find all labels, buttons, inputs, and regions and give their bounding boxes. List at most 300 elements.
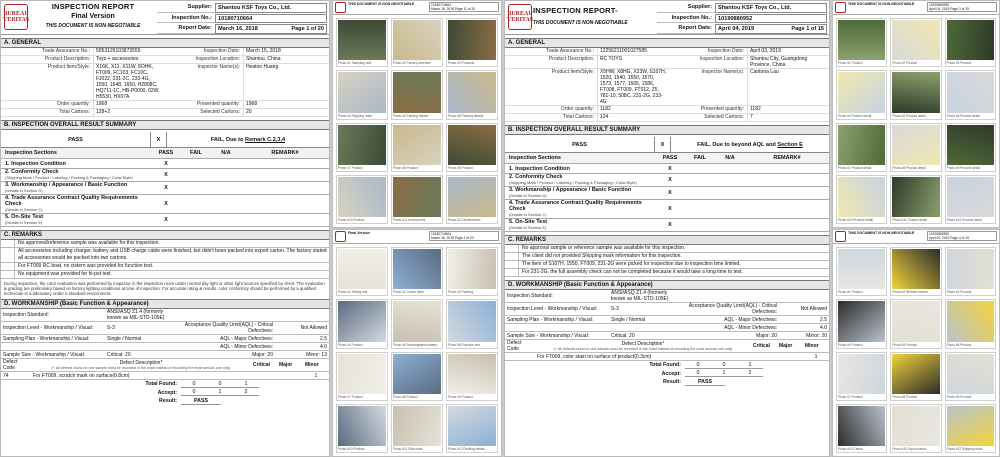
photo-image bbox=[448, 406, 496, 446]
photo-image bbox=[393, 125, 441, 165]
defect-header bbox=[505, 340, 829, 353]
report-version: Final Version bbox=[71, 13, 115, 20]
photo-thumbnail bbox=[336, 175, 388, 224]
field-value: April 03, 2019 bbox=[747, 48, 829, 55]
photo-caption: Photo #10 Carton bbox=[838, 447, 863, 451]
section-name bbox=[1, 169, 151, 181]
general-row bbox=[505, 69, 829, 106]
photo-thumbnail bbox=[446, 175, 498, 224]
field-value: 7 bbox=[747, 114, 829, 121]
remark-text: For FT009 RC boat, no cistern was provided for function test. bbox=[18, 263, 154, 269]
header-cell bbox=[1, 150, 151, 156]
photo-image bbox=[947, 354, 994, 394]
bureau-veritas-logo: BUREAU VERITAS bbox=[508, 4, 532, 30]
general-row bbox=[1, 64, 329, 101]
defect-level-header: Major bbox=[779, 343, 793, 349]
workmanship-cell: Sampling Plan - Workmanship / Visual: bbox=[3, 335, 90, 342]
section-row bbox=[1, 195, 329, 214]
photo-image bbox=[338, 406, 386, 446]
defect-count: 1 bbox=[814, 353, 818, 360]
section-name bbox=[505, 174, 655, 186]
section-row bbox=[505, 174, 829, 187]
total-label: Accept: bbox=[661, 370, 681, 377]
photo-thumbnail bbox=[391, 70, 443, 119]
mini-title: THIS DOCUMENT IS NON-NEGOTIABLE bbox=[848, 2, 915, 6]
photo-image bbox=[947, 125, 994, 165]
photo-image bbox=[892, 249, 939, 289]
photo-image bbox=[947, 20, 994, 60]
field-label: Selected Cartons: bbox=[704, 114, 744, 120]
field-value: 128+2 bbox=[93, 109, 163, 116]
field-value: Heaton Huang bbox=[243, 64, 329, 100]
defect-row bbox=[505, 353, 829, 361]
section-title: 5. On-Site Test bbox=[5, 214, 44, 220]
photo-thumbnail bbox=[446, 70, 498, 119]
photo-thumbnail bbox=[336, 123, 388, 172]
mini-inspection-no: 10180710664 bbox=[431, 232, 452, 236]
mini-header bbox=[833, 1, 999, 15]
remark-bullet bbox=[1, 271, 15, 278]
photo-caption: Photo #2 Remote control bbox=[892, 290, 928, 295]
photo-thumbnail bbox=[336, 18, 388, 67]
photo-image bbox=[892, 301, 939, 341]
total-value: 1 bbox=[207, 389, 233, 396]
remark-item bbox=[505, 269, 829, 277]
field-label: Inspector Name(s): bbox=[701, 69, 744, 75]
pass-mark: X bbox=[668, 165, 672, 172]
section-subtitle: (Shipping Mark / Product / Labeling / Packing & Packaging / Color/Style) bbox=[5, 175, 133, 180]
bureau-veritas-logo: BUREAU VERITAS bbox=[4, 4, 28, 30]
photo-caption: Photo #7 Product bbox=[338, 394, 363, 399]
field-label: Presented quantity: bbox=[196, 101, 240, 107]
workmanship-cell: Inspection Level - Workmanship / Visual: bbox=[507, 306, 598, 312]
section-subtitle: (Details in Section C) bbox=[509, 212, 547, 217]
workmanship-cell: Major: 20 bbox=[252, 351, 273, 358]
defect-desc-header bbox=[535, 341, 751, 351]
header-cell: REMARK# bbox=[271, 150, 299, 156]
field-label: Inspection Location: bbox=[195, 56, 240, 62]
workmanship-row bbox=[505, 303, 829, 316]
pass-mark: X bbox=[164, 160, 168, 167]
workmanship-row bbox=[1, 322, 329, 335]
defect-level-header: Critical bbox=[753, 343, 770, 349]
photo-thumbnail bbox=[836, 123, 887, 172]
header-cell: PASS bbox=[662, 155, 678, 161]
photo-image bbox=[393, 301, 441, 341]
photo-caption: Photo #12 Packing details bbox=[448, 447, 485, 451]
total-label: Total Found: bbox=[649, 362, 681, 369]
field-label: Trade Assurance No.: bbox=[545, 48, 594, 54]
page-number: Page 1 of 20 bbox=[291, 26, 324, 32]
section-name bbox=[1, 195, 151, 213]
report-header: BUREAU VERITAS INSPECTION REPORT Final Version THIS DOCUMENT IS NON-NEGOTIABLE Supplier: Shantou KSF Toys Co., Ltd. Inspection No.: 10180710664 Report Date: March 16, 2018 Page 1 of 20 bbox=[1, 1, 329, 35]
workmanship-cell: Critical: 20 bbox=[107, 351, 131, 358]
field-value: 5053126103873555 bbox=[93, 48, 163, 55]
sections-header bbox=[1, 148, 329, 159]
photo-image bbox=[338, 249, 386, 289]
photo-thumbnail bbox=[836, 352, 887, 401]
field-value: 124 bbox=[597, 114, 667, 121]
header-cell: FAIL bbox=[190, 150, 202, 156]
photo-thumbnail bbox=[446, 352, 498, 401]
supplier-value: Shantou KSF Toys Co., Ltd. bbox=[215, 3, 327, 13]
total-value: 0 bbox=[181, 381, 207, 388]
photo-image bbox=[838, 20, 885, 60]
photo-image bbox=[838, 177, 885, 217]
field-value: Toys + accessories bbox=[93, 56, 163, 63]
photo-caption: Photo #12 Accessories bbox=[448, 218, 481, 222]
photo-image bbox=[838, 125, 885, 165]
remark-bullet bbox=[1, 248, 15, 262]
bureau-veritas-logo bbox=[335, 2, 346, 13]
defect-totals bbox=[505, 361, 829, 378]
defect-level-header: Critical bbox=[253, 362, 270, 368]
photo-image bbox=[892, 72, 939, 112]
defect-code-header: Defect Code bbox=[3, 359, 18, 371]
remark-bullet bbox=[505, 261, 519, 268]
photo-image bbox=[448, 301, 496, 341]
section-title: 3. Workmanship / Appearance / Basic Function bbox=[509, 187, 632, 193]
section-row bbox=[1, 182, 329, 195]
report-title: INSPECTION REPORT- bbox=[533, 6, 618, 15]
total-value: 2 bbox=[737, 370, 763, 377]
general-row bbox=[1, 109, 329, 117]
photo-image bbox=[338, 125, 386, 165]
section-title: 5. On-Site Test bbox=[509, 219, 548, 225]
section-name bbox=[1, 161, 151, 167]
photo-image bbox=[892, 20, 939, 60]
photo-caption: Photo #8 Product bbox=[892, 394, 917, 399]
photo-image bbox=[947, 406, 994, 446]
defect-desc-header bbox=[31, 360, 251, 370]
photo-image bbox=[448, 354, 496, 394]
mini-title: THIS DOCUMENT IS NON-NEGOTIABLE bbox=[348, 2, 415, 6]
photo-thumbnail bbox=[336, 247, 388, 296]
field-value: X16K, X11, X11W, 8OHK, FT009, FC103, FC10C, FJ022, 231-2C, 233-4G, 1550, 1548, 1650, H2808C, HQ711-1C, HB-P0000, 02W, H5530, HX07A bbox=[93, 64, 163, 100]
defect-code: 74 bbox=[3, 372, 9, 379]
remark-text: No equipment was provided for hi-pot test. bbox=[18, 271, 112, 277]
photo-image bbox=[838, 301, 885, 341]
workmanship-cell: Sample Size - Workmanship / Visual: bbox=[3, 351, 86, 358]
defect-table bbox=[1, 359, 329, 380]
photo-image bbox=[338, 20, 386, 60]
photo-caption: Photo #8 Product bbox=[393, 165, 418, 170]
defect-count: 1 bbox=[314, 372, 318, 379]
photo-caption: Photo #7 Product detail bbox=[838, 165, 872, 170]
mini-inspection-no: 10180710664 bbox=[431, 3, 452, 7]
workmanship-cell: Critical: 20 bbox=[611, 332, 635, 339]
photo-thumbnail bbox=[945, 247, 996, 296]
photo-caption: Photo #6 Product detail bbox=[946, 113, 980, 118]
photo-image bbox=[448, 125, 496, 165]
report-title: INSPECTION REPORT bbox=[51, 2, 135, 11]
photo-thumbnail bbox=[945, 123, 996, 172]
photo-caption: Photo #3 Products bbox=[448, 61, 475, 66]
photo-thumbnail bbox=[391, 175, 443, 224]
photo-caption: Photo #3 Product bbox=[946, 290, 972, 295]
non-negotiable-note: THIS DOCUMENT IS NON-NEGOTIABLE bbox=[45, 23, 141, 29]
remark-text: For 231-2G, the full assembly check can not be completed because it would take a long time to test. bbox=[522, 269, 743, 275]
photo-thumbnail bbox=[446, 247, 498, 296]
general-row bbox=[1, 48, 329, 56]
total-label: Accept: bbox=[157, 389, 177, 396]
photo-caption: Photo #4 Product bbox=[338, 342, 363, 347]
workmanship-row bbox=[1, 351, 329, 359]
general-row bbox=[505, 48, 829, 56]
section-remarks-title: C. REMARKS bbox=[505, 235, 829, 245]
photo-image bbox=[448, 72, 496, 112]
photo-image bbox=[838, 354, 885, 394]
photo-image bbox=[448, 249, 496, 289]
photo-thumbnail bbox=[336, 404, 388, 453]
field-label: Selected Cartons: bbox=[200, 109, 240, 115]
field-value: Shantou, China bbox=[243, 56, 329, 63]
photo-thumbnail bbox=[945, 18, 996, 67]
field-label: Inspection Date: bbox=[707, 48, 744, 54]
photo-thumbnail bbox=[336, 352, 388, 401]
bureau-veritas-logo bbox=[335, 231, 346, 242]
remark-text: No approved/reference sample was available for this inspection. bbox=[18, 240, 160, 246]
section-subtitle: (Details in Section C) bbox=[5, 207, 43, 212]
photo-image bbox=[947, 301, 994, 341]
photo-thumbnail bbox=[945, 352, 996, 401]
mini-title: Final Version bbox=[348, 231, 370, 235]
workmanship-cell: Sampling Plan - Workmanship / Visual: bbox=[507, 316, 594, 323]
workmanship-cell: AQL - Major Defectives: bbox=[724, 316, 777, 323]
workmanship-row bbox=[1, 335, 329, 343]
pass-mark: X bbox=[668, 177, 672, 183]
photo-caption: Photo #11 Product detail bbox=[892, 218, 928, 222]
remarks-list bbox=[1, 240, 329, 279]
section-summary-title: B. INSPECTION OVERALL RESULT SUMMARY bbox=[1, 120, 329, 130]
defect-code-header: Defect Code bbox=[507, 340, 522, 352]
header-cell: PASS bbox=[158, 150, 174, 156]
workmanship-table bbox=[505, 290, 829, 340]
total-value: 0 bbox=[207, 381, 233, 388]
remark-bullet bbox=[505, 245, 519, 252]
pass-mark: X bbox=[164, 172, 168, 178]
workmanship-cell: AQL - Minor Defectives: bbox=[220, 343, 273, 350]
remark-item bbox=[1, 263, 329, 271]
defect-desc-title: Defect Description* bbox=[119, 360, 163, 366]
workmanship-cell: 4.0 bbox=[820, 324, 827, 331]
header-cell bbox=[505, 155, 655, 161]
photo-thumbnail bbox=[391, 352, 443, 401]
section-name bbox=[505, 166, 655, 172]
photo-caption: Photo #1 Selling unit bbox=[338, 290, 368, 295]
remark-item bbox=[1, 240, 329, 248]
workmanship-cell: Not Allowed bbox=[300, 325, 327, 331]
mini-date-page: March 16, 2018 Page 11 of 20 bbox=[431, 7, 476, 11]
total-value: 1 bbox=[711, 370, 737, 377]
photo-caption: Photo #5 Packing details bbox=[393, 113, 429, 118]
field-label: Inspection Location: bbox=[699, 56, 744, 62]
mini-inspection-no: 10190880952 bbox=[929, 232, 950, 236]
header-cell: N/A bbox=[725, 155, 735, 161]
report-date-value: April 04, 2019 bbox=[718, 26, 755, 32]
photo-thumbnail bbox=[945, 404, 996, 453]
photo-caption: Photo #11 Side mark bbox=[393, 447, 423, 451]
photo-grid bbox=[336, 247, 498, 453]
photo-caption: Photo #5 Product detail bbox=[892, 113, 926, 118]
section-row bbox=[505, 219, 829, 232]
general-row bbox=[1, 56, 329, 64]
photo-caption: Photo #2 Carton label bbox=[393, 290, 424, 295]
photo-caption: Photo #4 Product bbox=[838, 342, 863, 347]
total-value: 0 bbox=[685, 370, 711, 377]
workmanship-row bbox=[505, 290, 829, 303]
photo-caption: Photo #10 Product bbox=[338, 447, 365, 451]
photo-caption: Photo #10 Product detail bbox=[838, 218, 873, 222]
field-label: Total Cartons: bbox=[563, 114, 594, 120]
field-value: March 15, 2018 bbox=[243, 48, 329, 55]
total-label: Total Found: bbox=[145, 381, 177, 388]
photo-thumbnail bbox=[446, 123, 498, 172]
workmanship-cell: Inspection Standard: bbox=[3, 312, 49, 318]
photo-thumbnail bbox=[945, 299, 996, 348]
remarks-list bbox=[505, 245, 829, 277]
total-value: 1 bbox=[737, 362, 763, 369]
section-name bbox=[505, 219, 655, 231]
defect-desc-title: Defect Description* bbox=[621, 341, 665, 347]
report-page-2: BUREAU VERITAS INSPECTION REPORT- THIS DOCUMENT IS NON-NEGOTIABLE Supplier: Shantou KSF Toys Co., Ltd. Inspection No.: 10190880952 Report Date: April 04, 2019 Page 1 of 15 A. GENERAL Trade Assurance No.: 12256211001027585 Inspection Date: April 03, 2019 Product Description: RC TOYS Inspection Location: Shantou City, Guangdong Province, China Product Item/Style: X5HW, X8HG, X23W, S107H, 1520, 1540, 1550, 1570, 1573, 1577, 1565, 1586, FT008, FT009, FT012, Z5, 781-10, 508C, 231-2G, 233-4G Inspector Name(s): Cantona Lau Order quantity: 1182 Presented quantity: 1182 Total Cartons: 124 Selected Cartons: 7 B. INSPECTION OVERALL RESULT SUMMARY PASS X FAIL, Due to beyond AQL and Section E Inspection Sections PASS FAIL N/A REMARK# 1. Inspection Condition X 2. Conformity Check (Shipping Mark / Product / Labeling / Packing & Packaging / Color/Style) X 3. Workmanship / Appearance / Basic Function (Details in Section D) X 4. Trade Assurance Contract Quality Requirements Check (Details in Section C) X 5. On-Site Test (Details in Section E) X C. REMARKS No approval sample or reference sample was available for this inspection. The client did not provided Shipping mark information for this inspection. The item of S107H, 1550, FT009, 231-2G were picked for inspection due to inspection time limited. For 231-2G, the full assembly check can not be completed because it would take a long time to test. D. WORKMANSHIP (Basic Function & Appearance) Inspection Standard: ANSI/ASQ Z1.4 (formerly known as MIL-STD-105E) Inspection Level - Workmanship / Visual: S-3 Acceptance Quality Limit(AQL) - Critical Defectives: Not Allowed Sampling Plan - Workmanship / Visual: Single / Normal AQL - Major Defectives: 2.5 AQL - Minor Defectives: 4.0 Sample Size - Workmanship / Visual: Critical: 20 Major: 20 Minor: 20 Defect Code Defect Description* (*: All defects found on one sample must be recorded in the chart instead of recording the most serious one only) Critical Major Minor For FT009, color stain on surface of product(0.3cm) 1 Total Found: 0 0 1 Accept: 0 1 2 Result: PASS bbox=[504, 0, 830, 457]
photo-image bbox=[338, 354, 386, 394]
total-value: 0 bbox=[711, 362, 737, 369]
section-title: 1. Inspection Condition bbox=[509, 165, 570, 172]
remark-item bbox=[505, 261, 829, 269]
total-value: 1 bbox=[233, 381, 259, 388]
pass-mark: X bbox=[668, 190, 672, 196]
photo-caption: Photo #12 Product detail bbox=[946, 218, 982, 222]
workmanship-cell: S-3 bbox=[611, 306, 619, 312]
total-value: 0 bbox=[685, 362, 711, 369]
inspection-sections-table bbox=[505, 153, 829, 232]
section-remarks-title: C. REMARKS bbox=[1, 230, 329, 240]
overall-result: PASS X FAIL, Due to Remark C.2,3,4 bbox=[1, 132, 329, 148]
section-general-title: A. GENERAL bbox=[1, 38, 329, 48]
photo-thumbnail bbox=[391, 123, 443, 172]
photo-image bbox=[892, 177, 939, 217]
photo-image bbox=[393, 249, 441, 289]
remark-bullet bbox=[505, 269, 519, 276]
photo-image bbox=[338, 177, 386, 217]
color-disclaimer: During inspection, the color evaluation was performed by inspector in the inspection room under normal day light or other light sources specified by client. The evaluation & grading are preliminary based on factory lighting conditions at time of inspection. For accurate rating & results, color conformity should be performed by a qualified technician in a laboratory under a standard environment. bbox=[4, 281, 325, 296]
section-title: 2. Conformity Check bbox=[509, 174, 563, 180]
general-row bbox=[505, 56, 829, 69]
photo-caption: Photo #9 Product bbox=[448, 165, 473, 170]
section-subtitle: (Details in Section D) bbox=[509, 193, 547, 198]
field-value: Shantou City, Guangdong Province, China bbox=[747, 56, 829, 68]
photo-image bbox=[448, 20, 496, 60]
photo-caption: Photo #1 Product bbox=[838, 290, 863, 295]
report-header: BUREAU VERITAS INSPECTION REPORT- THIS DOCUMENT IS NON-NEGOTIABLE Supplier: Shantou KSF Toys Co., Ltd. Inspection No.: 10190880952 Report Date: April 04, 2019 Page 1 of 15 bbox=[505, 1, 829, 35]
photo-page-3 bbox=[832, 0, 1000, 228]
total-value: 0 bbox=[181, 389, 207, 396]
pass-mark: X bbox=[668, 222, 672, 228]
section-row bbox=[1, 169, 329, 182]
sections-header bbox=[505, 153, 829, 164]
defect-table bbox=[505, 340, 829, 361]
inspection-no-value: 10180710664 bbox=[215, 14, 327, 24]
report-page-1: BUREAU VERITAS INSPECTION REPORT Final Version THIS DOCUMENT IS NON-NEGOTIABLE Supplier: Shantou KSF Toys Co., Ltd. Inspection No.: 10180710664 Report Date: March 16, 2018 Page 1 of 20 A. GENERAL Trade Assurance No.: 5053126103873555 Inspection Date: March 15, 2018 Product Description: Toys + accessories Inspection Location: Shantou, China Product Item/Style: X16K, X11, X11W, 8OHK, FT009, FC103, FC10C, FJ022, 231-2C, 233-4G, 1550, 1548, 1650, H2808C, HQ711-1C, HB-P0000, 02W, H5530, HX07A Inspector Name(s): Heaton Huang Order quantity: 1968 Presented quantity: 1968 Total Cartons: 128+2 Selected Cartons: 20 B. INSPECTION OVERALL RESULT SUMMARY PASS X FAIL, Due to Remark C.2,3,4 Inspection Sections PASS FAIL N/A REMARK# 1. Inspection Condition X 2. Conformity Check (Shipping Mark / Product / Labeling / Packing & Packaging / Color/Style) X 3. Workmanship / Appearance / Basic Function (Details in Section D) X 4. Trade Assurance Contract Quality Requirements Check (Details in Section C) X 5. On-Site Test (Details in Section E) X C. REMARKS No approved/reference sample was available for this inspection. All accessories including charger, battery and USB charge cable were finished, but didn't been packed into export carton. The factory stated all accessories would be packed into two cartons. For FT009 RC boat, no cistern was provided for function test. No equipment was provided for hi-pot test. During inspection, the color evaluation was performed by inspector in the inspection room under normal day light or other light sources specified by client. The evaluation & grading are preliminary based on factory lighting conditions at time of inspection. For accurate rating & results, color conformity should be performed by a qualified technician in a laboratory under a standard environment. D. WORKMANSHIP (Basic Function & Appearance) Inspection Standard: ANSI/ASQ Z1.4 (formerly known as MIL-STD-105E) Inspection Level - Workmanship / Visual: S-3 Acceptance Quality Limit(AQL) - Critical Defectives: Not Allowed Sampling Plan - Workmanship / Visual: Single / Normal AQL - Major Defectives: 2.5 AQL - Minor Defectives: 4.0 Sample Size - Workmanship / Visual: Critical: 20 Major: 20 Minor: 13 Defect Code Defect Description* (*: All defects found on one sample must be recorded in the chart instead of recording the most serious one only) Critical Major Minor 74 For FT009, scratch mark on surface(0.8cm) 1 Total Found: 0 0 1 Accept: 0 1 2 Result: PASS bbox=[0, 0, 330, 457]
mini-header bbox=[333, 230, 501, 244]
photo-thumbnail bbox=[890, 352, 941, 401]
photo-caption: Photo #4 Shipping mark bbox=[338, 113, 373, 118]
photo-thumbnail bbox=[446, 404, 498, 453]
workmanship-cell: Single / Normal bbox=[107, 335, 142, 342]
photo-caption: Photo #12 Shipping mark bbox=[946, 447, 983, 451]
pass-mark: X bbox=[164, 201, 168, 207]
photo-page-2 bbox=[332, 229, 502, 457]
section-name bbox=[505, 200, 655, 218]
section-subtitle: (Details in Section E) bbox=[5, 220, 43, 225]
workmanship-cell: Sample Size - Workmanship / Visual: bbox=[507, 332, 590, 339]
bureau-veritas-logo bbox=[835, 2, 846, 13]
mini-title: THIS DOCUMENT IS NON-NEGOTIABLE bbox=[848, 231, 915, 235]
field-value: Cantona Lau bbox=[747, 69, 829, 105]
section-subtitle: (Shipping Mark / Product / Labeling / Packing & Packaging / Color/Style) bbox=[509, 180, 637, 185]
workmanship-cell: Single / Normal bbox=[611, 316, 646, 323]
photo-thumbnail bbox=[391, 247, 443, 296]
photo-image bbox=[338, 72, 386, 112]
page-number: Page 1 of 15 bbox=[791, 26, 824, 32]
workmanship-cell: Not Allowed bbox=[800, 306, 827, 312]
mini-date-page: March 16, 2018 Page 2 of 20 bbox=[431, 236, 474, 240]
field-label: Trade Assurance No.: bbox=[41, 48, 90, 54]
workmanship-row bbox=[1, 309, 329, 322]
header-label: Inspection Sections bbox=[5, 150, 57, 156]
mini-info-box bbox=[429, 2, 499, 12]
photo-image bbox=[393, 406, 441, 446]
section-row bbox=[505, 200, 829, 219]
result-value: PASS bbox=[685, 379, 725, 386]
result-value: PASS bbox=[181, 398, 221, 405]
photo-caption: Photo #10 Product bbox=[338, 218, 365, 222]
photo-image bbox=[947, 177, 994, 217]
photo-caption: Photo #9 Product detail bbox=[946, 165, 980, 170]
remark-item bbox=[1, 271, 329, 279]
photo-image bbox=[892, 354, 939, 394]
photo-thumbnail bbox=[890, 18, 941, 67]
photo-image bbox=[393, 72, 441, 112]
section-title: 1. Inspection Condition bbox=[5, 160, 66, 167]
pass-mark: X bbox=[164, 217, 168, 223]
section-workmanship-title: D. WORKMANSHIP (Basic Function & Appearance) bbox=[505, 280, 829, 290]
photo-caption: Photo #5 Product bbox=[892, 342, 917, 347]
photo-thumbnail bbox=[890, 299, 941, 348]
header-cell: N/A bbox=[221, 150, 231, 156]
photo-grid bbox=[836, 18, 996, 224]
photo-grid bbox=[836, 247, 996, 453]
mini-info-box bbox=[927, 2, 997, 12]
remark-item bbox=[505, 253, 829, 261]
section-title: 3. Workmanship / Appearance / Basic Function bbox=[5, 182, 128, 188]
photo-page-4 bbox=[832, 229, 1000, 457]
photo-image bbox=[393, 177, 441, 217]
photo-thumbnail bbox=[391, 299, 443, 348]
field-label: Product Item/Style: bbox=[47, 64, 90, 70]
field-label: Inspection Date: bbox=[203, 48, 240, 54]
photo-thumbnail bbox=[945, 70, 996, 119]
remark-text: All accessories including charger, battery and USB charge cable were finished, but didn't been packed into export carton. The factory stated all accessories would be packed into two cartons. bbox=[18, 248, 327, 261]
defect-level-header: Minor bbox=[805, 343, 819, 349]
remark-item bbox=[1, 248, 329, 263]
section-name bbox=[505, 187, 655, 199]
defect-description: For FT009, scratch mark on surface(0.8cm) bbox=[33, 372, 130, 379]
workmanship-cell: S-3 bbox=[107, 325, 115, 331]
section-subtitle: (Details in Section E) bbox=[509, 225, 547, 230]
photo-image bbox=[838, 406, 885, 446]
